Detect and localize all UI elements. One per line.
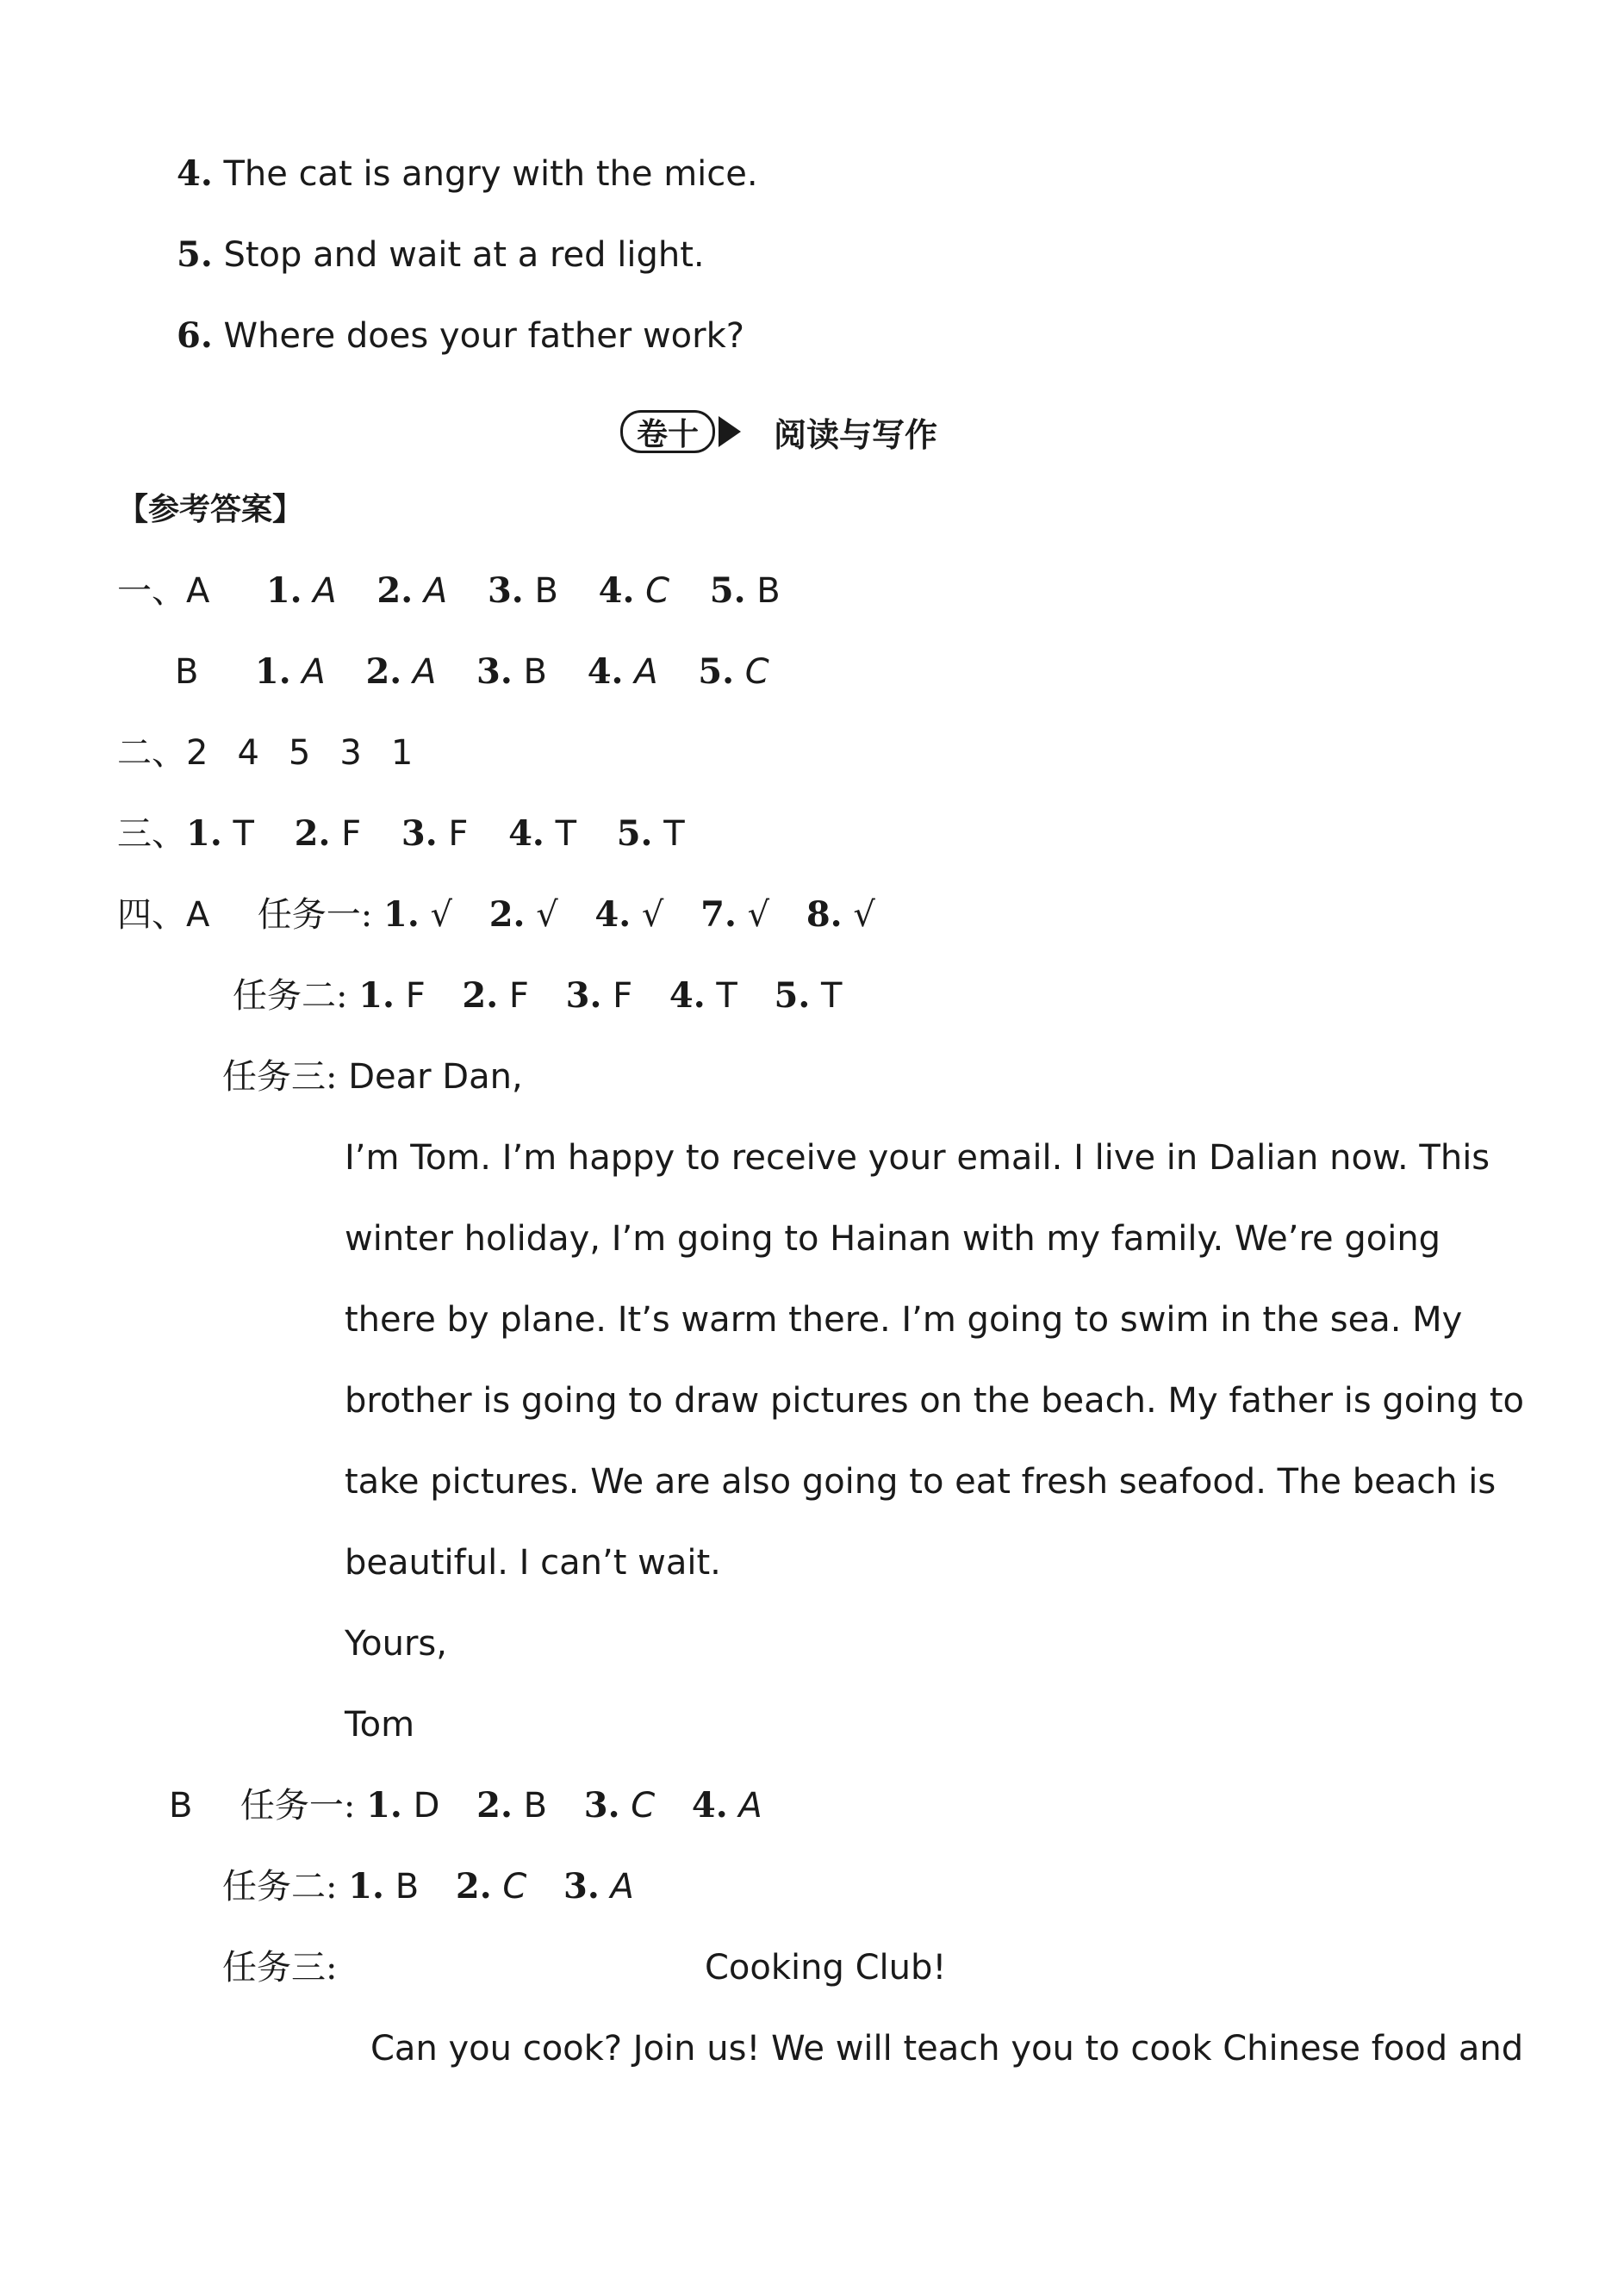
answer-value: B [534, 571, 558, 611]
part1-row-a [117, 570, 781, 612]
answer-number: 3. [476, 651, 513, 692]
section-badge: 卷十 [620, 410, 715, 453]
part4-a-task2 [233, 975, 842, 1017]
answer-value: C [645, 571, 670, 611]
answer-number: 2. [455, 1866, 492, 1907]
answer-number: 2. [476, 1785, 513, 1826]
answer-value: 1 [390, 733, 414, 773]
answer-value: T [555, 814, 576, 854]
answer-number: 1. [265, 570, 302, 611]
part1-row-b [175, 651, 769, 693]
task-label: 任务二: [233, 976, 348, 1016]
answer-number: 5. [709, 570, 746, 611]
answer-heading: 【参考答案】 [117, 492, 304, 527]
answer-number: 1. [383, 894, 420, 935]
answer-value: √ [536, 895, 558, 935]
answer-number: 2. [376, 570, 414, 611]
answer-number: 7. [700, 894, 737, 935]
item-text: Where does your father work? [223, 316, 744, 356]
answer-group [255, 652, 769, 692]
answer-value: T [663, 814, 685, 854]
answer-number: 2. [462, 975, 499, 1016]
item-number: 5. [177, 234, 213, 275]
answer-number: 4. [598, 570, 635, 611]
answer-number: 5. [774, 975, 811, 1016]
play-arrow-icon [719, 416, 741, 447]
answer-value: √ [641, 895, 664, 935]
answer-value: A [738, 1786, 762, 1826]
answer-number: 4. [587, 651, 624, 692]
part4-a-task1 [117, 894, 875, 936]
letter-line: winter holiday, I’m going to Hainan with my family. We’re going [345, 1219, 1441, 1259]
answer-number: 2. [294, 813, 331, 854]
answer-number: 4. [508, 813, 544, 854]
answer-number: 5. [698, 651, 735, 692]
section-title: 阅读与写作 [774, 414, 938, 454]
answer-group [266, 571, 781, 611]
answer-value: B [523, 1786, 548, 1826]
part4-a-task3 [222, 1056, 523, 1098]
answer-value: √ [430, 895, 452, 935]
item-number: 6. [177, 315, 213, 356]
part3-row [117, 813, 685, 855]
answer-value: F [405, 976, 426, 1016]
letter-line: I’m Tom. I’m happy to receive your email. I live in Dalian now. This [345, 1138, 1490, 1178]
answer-number: 2. [488, 894, 526, 935]
answer-value: F [613, 976, 633, 1016]
letter-closing: Yours, [345, 1624, 447, 1664]
answer-value: 4 [237, 733, 259, 773]
club-text-line: Can you cook? Join us! We will teach you to cook Chinese food and [370, 2029, 1524, 2069]
task-label: 任务一: [257, 895, 373, 935]
answer-value: A [610, 1867, 634, 1907]
part2-row [117, 732, 413, 774]
answer-number: 3. [583, 1785, 620, 1826]
part4-b-task3 [222, 1947, 337, 1988]
answer-value: T [233, 814, 254, 854]
part-label: 一、 [117, 571, 186, 611]
subpart-label: A [186, 571, 210, 611]
answer-value: C [744, 652, 769, 692]
answer-value: A [313, 571, 337, 611]
answer-number: 1. [254, 651, 291, 692]
answer-value: F [508, 976, 529, 1016]
answer-number: 1. [366, 1785, 402, 1826]
answer-value: C [502, 1867, 527, 1907]
answer-value: T [820, 976, 843, 1016]
answer-value: C [631, 1786, 656, 1826]
answer-value: A [634, 652, 658, 692]
answer-value: √ [747, 895, 770, 935]
task-label: 任务三: [222, 1948, 338, 1988]
answer-value: A [302, 652, 326, 692]
sentence-item-5 [177, 234, 705, 276]
answer-number: 4. [691, 1785, 728, 1826]
answer-number: 5. [616, 813, 653, 854]
answer-number: 4. [669, 975, 706, 1016]
item-number: 4. [177, 153, 213, 194]
part4-b-task2 [222, 1866, 634, 1907]
letter-line: take pictures. We are also going to eat fresh seafood. The beach is [345, 1462, 1496, 1502]
answer-number: 3. [563, 1866, 600, 1907]
answer-number: 1. [186, 813, 222, 854]
part4-b-task1 [169, 1785, 762, 1826]
answer-value: 5 [288, 733, 311, 773]
answer-value: T [716, 976, 737, 1016]
part-label: 四、 [117, 895, 186, 935]
answer-value: F [448, 814, 469, 854]
answer-number: 3. [565, 975, 602, 1016]
answer-value: F [341, 814, 362, 854]
sentence-item-4 [177, 153, 758, 195]
club-title: Cooking Club! [705, 1948, 947, 1988]
item-text: Stop and wait at a red light. [223, 235, 705, 275]
task-label: 任务三: [222, 1057, 338, 1097]
subpart-label: B [169, 1786, 193, 1826]
task-label: 任务一: [240, 1786, 356, 1826]
answer-value: 3 [339, 733, 362, 773]
answer-number: 8. [806, 894, 843, 935]
answer-number: 2. [365, 651, 402, 692]
answer-value: 2 [186, 733, 208, 773]
answer-number: 4. [594, 894, 632, 935]
letter-signature: Tom [345, 1705, 415, 1745]
answer-value: B [756, 571, 781, 611]
subpart-label: A [186, 895, 210, 935]
answer-number: 3. [487, 570, 524, 611]
letter-line: brother is going to draw pictures on the beach. My father is going to [345, 1381, 1524, 1421]
answer-number: 1. [348, 1866, 384, 1907]
answer-number: 1. [358, 975, 395, 1016]
answer-value: B [395, 1867, 420, 1907]
letter-line: beautiful. I can’t wait. [345, 1543, 721, 1583]
answer-value: √ [853, 895, 875, 935]
subpart-label: B [175, 652, 199, 692]
letter-line: there by plane. It’s warm there. I’m going to swim in the sea. My [345, 1300, 1463, 1340]
answer-value: A [423, 571, 448, 611]
sentence-item-6 [177, 315, 744, 357]
letter-greeting: Dear Dan, [348, 1057, 523, 1097]
item-text: The cat is angry with the mice. [223, 154, 758, 194]
answer-value: A [412, 652, 437, 692]
part-label: 二、 [117, 733, 186, 773]
part-label: 三、 [117, 814, 186, 854]
section-header [620, 409, 937, 454]
task-label: 任务二: [222, 1867, 338, 1907]
answer-number: 3. [401, 813, 438, 854]
answer-value: D [413, 1786, 440, 1826]
answer-value: B [523, 652, 547, 692]
